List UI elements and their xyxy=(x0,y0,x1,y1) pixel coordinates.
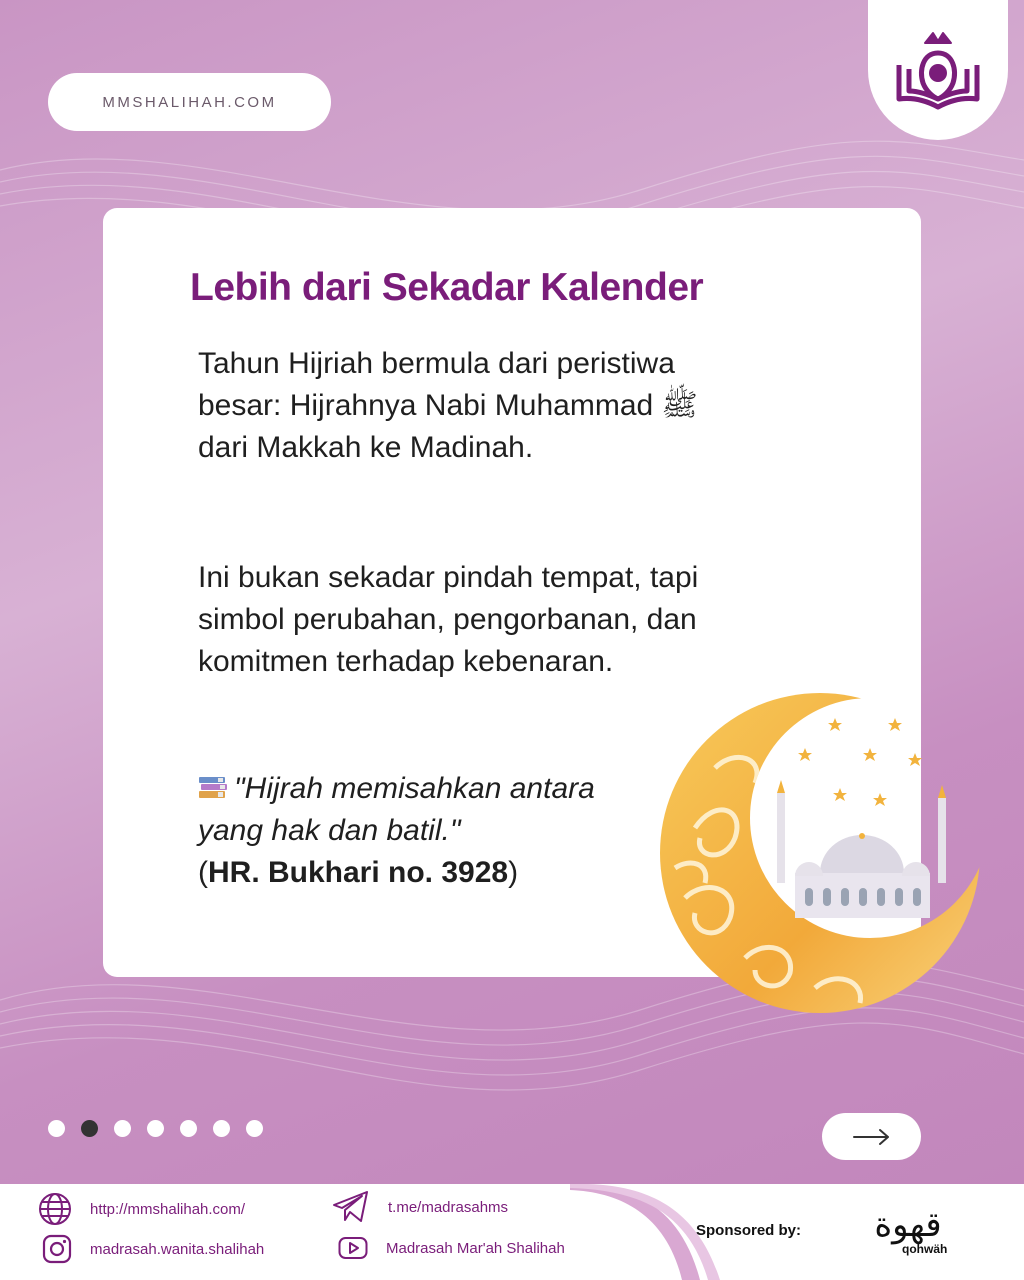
sponsored-by-label: Sponsored by: xyxy=(696,1222,802,1239)
hadith-quote xyxy=(198,768,668,894)
globe-icon xyxy=(38,1192,72,1226)
sponsor-logo xyxy=(838,1200,978,1260)
quote-reference: HR. Bukhari no. 3928 xyxy=(208,856,509,889)
footer-telegram-link[interactable] xyxy=(332,1190,508,1224)
sponsor-latin-text: qohwäh xyxy=(902,1242,948,1256)
books-icon xyxy=(198,775,228,801)
brand-logo-icon xyxy=(883,25,993,115)
instagram-icon xyxy=(42,1234,72,1264)
pagination-dot[interactable] xyxy=(48,1120,65,1137)
website-text: http://mmshalihah.com/ xyxy=(90,1200,246,1218)
pagination-dot[interactable] xyxy=(147,1120,164,1137)
youtube-icon xyxy=(338,1236,368,1260)
sponsor-arabic-logo xyxy=(838,1200,978,1248)
pagination-dot[interactable] xyxy=(81,1120,98,1137)
footer-youtube-link[interactable] xyxy=(338,1236,565,1260)
telegram-text: t.me/madrasahms xyxy=(388,1198,509,1216)
quote-text: "Hijrah memisahkan antara yang hak dan batil." xyxy=(198,772,595,847)
youtube-text: Madrasah Mar'ah Shalihah xyxy=(386,1239,565,1257)
pagination-dots xyxy=(48,1120,263,1138)
telegram-icon xyxy=(332,1190,370,1224)
footer-website-link[interactable] xyxy=(38,1192,245,1226)
paragraph-hijrah-meaning: Ini bukan sekadar pindah tempat, tapi simbol perubahan, pengorbanan, dan komitmen terhadap kebenaran. xyxy=(198,561,699,678)
pagination-dot[interactable] xyxy=(180,1120,197,1137)
next-slide-button[interactable] xyxy=(822,1113,921,1160)
brand-logo-tab xyxy=(868,0,1008,140)
paragraph-hijri-origin: Tahun Hijriah bermula dari peristiwa besar: Hijrahnya Nabi Muhammad ﷺ dari Makkah ke Madinah. xyxy=(198,347,698,464)
pagination-dot[interactable] xyxy=(246,1120,263,1137)
pagination-dot[interactable] xyxy=(213,1120,230,1137)
instagram-text: madrasah.wanita.shalihah xyxy=(90,1240,265,1258)
sponsor-arabic-text: قهوة xyxy=(874,1205,942,1245)
footer-instagram-link[interactable] xyxy=(42,1234,264,1264)
pagination-dot[interactable] xyxy=(114,1120,131,1137)
arrow-right-icon xyxy=(852,1127,892,1147)
site-label: MMSHALIHAH.COM xyxy=(102,93,277,111)
quote-ref-close: ) xyxy=(508,856,519,889)
site-label-pill[interactable] xyxy=(48,73,331,131)
crescent-mosque-illustration xyxy=(655,688,995,1018)
card-title: Lebih dari Sekadar Kalender xyxy=(190,266,704,309)
quote-ref-open: ( xyxy=(198,856,208,889)
